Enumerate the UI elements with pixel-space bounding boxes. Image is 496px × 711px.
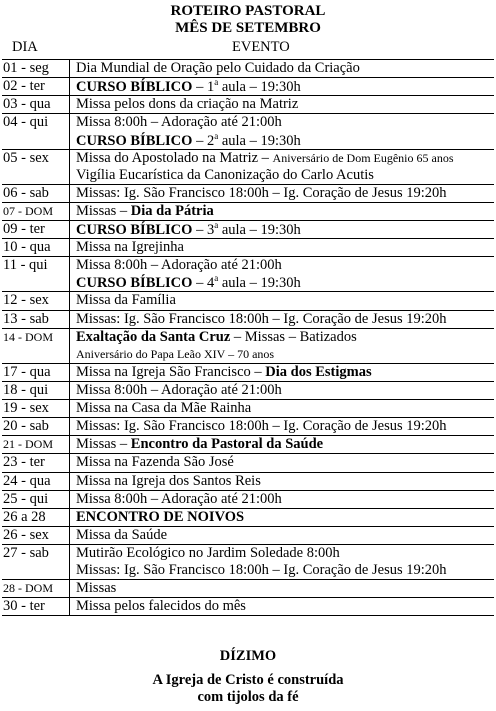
table-row [2, 78, 494, 96]
event-cell [70, 257, 282, 274]
event-text: Missa na Igrejinha [76, 239, 184, 256]
page-title: ROTEIRO PASTORAL [170, 3, 326, 19]
row-line [2, 292, 494, 309]
event-text: Missa na Igreja dos Santos Reis [76, 472, 261, 489]
event-cell [70, 292, 176, 309]
day-cell: 25 - qui [3, 490, 49, 507]
row-line [2, 562, 494, 579]
event-text: ENCONTRO DE NOIVOS [76, 508, 245, 525]
table-row [2, 473, 494, 491]
table-row [2, 491, 494, 509]
event-text: Encontro da Pastoral da Saúde [130, 436, 324, 453]
row-line [2, 185, 494, 202]
event-cell [70, 77, 301, 96]
event-text: aula – 19:30h [218, 132, 301, 149]
event-text: – 1 [192, 79, 215, 96]
event-text: Missas [76, 580, 117, 597]
event-cell [70, 364, 372, 381]
event-text: Missas: Ig. São Francisco 18:00h – Ig. Coração de Jesus 19:20h [76, 562, 447, 579]
day-cell: 28 - DOM [3, 581, 53, 596]
table-row [2, 364, 494, 382]
event-text: Missa 8:00h – Adoração até 21:00h [76, 490, 282, 507]
table-row [2, 292, 494, 310]
row-line [2, 239, 494, 256]
event-text: Missa na Casa da Mãe Rainha [76, 400, 252, 417]
table-row [2, 257, 494, 292]
event-text: Missa 8:00h – Adoração até 21:00h [76, 257, 282, 274]
event-cell [70, 400, 251, 417]
table-row [2, 221, 494, 239]
event-text: Missa na Igreja São Francisco – [76, 363, 266, 380]
event-text: CURSO BÍBLICO [76, 275, 193, 292]
event-text: CURSO BÍBLICO [76, 221, 193, 238]
day-cell: 01 - seg [3, 60, 49, 77]
event-text: a [214, 273, 219, 284]
page-subtitle: MÊS DE SETEMBRO [175, 20, 321, 36]
row-line [2, 400, 494, 417]
day-cell: 27 - sab [3, 545, 49, 561]
table-row [2, 239, 494, 257]
event-text: Dia dos Estigmas [265, 363, 372, 380]
row-line [2, 150, 494, 167]
event-text: aula – 19:30h [218, 79, 301, 96]
event-text: Aniversário de Dom Eugênio 65 anos [272, 150, 454, 165]
event-text: Exaltação da Santa Cruz [76, 328, 231, 345]
day-cell: 06 - sab [3, 184, 49, 201]
event-text: Missa do Apostolado na Matriz – [76, 149, 273, 166]
event-text: Missas: Ig. São Francisco 18:00h – Ig. Coração de Jesus 19:20h [76, 418, 447, 435]
event-text: – Missas – Batizados [230, 328, 357, 345]
event-cell [70, 509, 244, 526]
column-header-day: DIA [12, 39, 38, 55]
day-cell: 05 - sex [3, 149, 49, 166]
event-cell [70, 382, 282, 399]
event-text: – 4 [192, 275, 215, 292]
day-cell: 04 - qui [3, 114, 49, 131]
event-text: Missa da Família [76, 292, 176, 309]
event-cell [70, 527, 167, 544]
row-line [2, 527, 494, 544]
event-text: a [214, 130, 219, 141]
event-text: Missa da Saúde [76, 526, 168, 543]
table-row [2, 311, 494, 329]
row-line [2, 580, 494, 597]
day-cell: 21 - DOM [3, 437, 53, 452]
event-cell [70, 598, 246, 615]
row-line [2, 346, 494, 363]
day-cell: 11 - qui [3, 257, 48, 274]
row-line [2, 382, 494, 399]
event-text: Missas – [76, 436, 131, 453]
table-row [2, 436, 494, 454]
schedule-table [2, 59, 494, 616]
row-line [2, 454, 494, 471]
event-cell [70, 96, 298, 113]
day-cell: 07 - DOM [3, 203, 53, 218]
row-line [2, 473, 494, 490]
row-line [2, 274, 494, 291]
event-text: – 3 [192, 221, 215, 238]
event-cell [70, 131, 301, 150]
tithe-heading: DÍZIMO [219, 648, 277, 664]
event-text: Missa pelos dons da criação na Matriz [76, 96, 299, 113]
event-text: Dia Mundial de Oração pelo Cuidado da Criação [76, 60, 360, 77]
table-row [2, 60, 494, 78]
table-row [2, 185, 494, 203]
row-line [2, 436, 494, 453]
day-cell: 26 - sex [3, 526, 49, 543]
day-cell: 03 - qua [3, 96, 51, 113]
row-line [2, 221, 494, 238]
day-cell: 13 - sab [3, 310, 49, 327]
day-cell: 18 - qui [3, 382, 49, 399]
event-text: Aniversário do Papa Leão XIV – 70 anos [76, 346, 275, 361]
event-cell [70, 167, 374, 184]
table-row [2, 509, 494, 527]
event-cell [70, 203, 214, 220]
day-cell: 24 - qua [3, 472, 51, 489]
event-text: CURSO BÍBLICO [76, 79, 193, 96]
row-line [2, 257, 494, 274]
event-text: CURSO BÍBLICO [76, 132, 193, 149]
row-line [2, 364, 494, 381]
row-line [2, 78, 494, 95]
table-row [2, 454, 494, 472]
event-text: Missas: Ig. São Francisco 18:00h – Ig. Coração de Jesus 19:20h [76, 310, 447, 327]
table-row [2, 329, 494, 364]
row-line [2, 114, 494, 131]
row-line [2, 598, 494, 615]
event-text: a [214, 77, 219, 88]
table-row [2, 96, 494, 114]
event-cell [70, 114, 282, 131]
event-cell [70, 239, 184, 256]
row-line [2, 491, 494, 508]
day-cell: 14 - DOM [3, 329, 53, 344]
row-line [2, 509, 494, 526]
event-cell [70, 562, 447, 579]
event-text: Missas – [76, 202, 131, 219]
table-row [2, 400, 494, 418]
row-line [2, 60, 494, 77]
day-cell: 10 - qua [3, 239, 51, 256]
event-cell [70, 491, 282, 508]
table-row [2, 418, 494, 436]
row-line [2, 203, 494, 220]
event-text: Missas: Ig. São Francisco 18:00h – Ig. Coração de Jesus 19:20h [76, 184, 447, 201]
event-text: Vigília Eucarística da Canonização do Carlo Acutis [76, 166, 374, 183]
table-row [2, 150, 494, 185]
table-row [2, 203, 494, 221]
event-cell [70, 436, 323, 453]
day-cell: 30 - ter [3, 598, 45, 615]
day-cell: 09 - ter [3, 221, 45, 238]
event-text: Dia da Pátria [130, 202, 214, 219]
event-cell [70, 185, 447, 202]
day-cell: 17 - qua [3, 363, 51, 380]
event-cell [70, 346, 274, 363]
table-row [2, 545, 494, 580]
event-cell [70, 418, 447, 435]
event-cell [70, 220, 301, 239]
row-line [2, 418, 494, 435]
day-cell: 02 - ter [3, 78, 45, 95]
table-row [2, 527, 494, 545]
event-text: Mutirão Ecológico no Jardim Soledade 8:00h [76, 545, 340, 561]
event-cell [70, 473, 261, 490]
event-text: Missa 8:00h – Adoração até 21:00h [76, 114, 282, 131]
tithe-quote-line-1: A Igreja de Cristo é construída [152, 672, 344, 688]
event-text: Missa na Fazenda São José [76, 454, 234, 471]
day-cell: 20 - sab [3, 418, 49, 435]
row-line [2, 96, 494, 113]
row-line [2, 329, 494, 346]
table-row [2, 382, 494, 400]
event-cell [70, 60, 360, 77]
event-text: Missa 8:00h – Adoração até 21:00h [76, 382, 282, 399]
table-row [2, 114, 494, 149]
event-cell [70, 329, 357, 346]
event-cell [70, 580, 116, 597]
event-text: a [214, 220, 219, 231]
event-cell [70, 545, 340, 562]
event-cell [70, 150, 454, 167]
column-header-event: EVENTO [232, 39, 290, 55]
row-line [2, 167, 494, 184]
day-cell: 19 - sex [3, 400, 49, 417]
table-row [2, 598, 494, 615]
row-line [2, 545, 494, 562]
event-cell [70, 311, 447, 328]
event-text: Missa pelos falecidos do mês [76, 598, 246, 615]
event-cell [70, 454, 234, 471]
day-cell: 26 a 28 [3, 508, 46, 525]
tithe-quote-line-2: com tijolos da fé [197, 689, 299, 705]
row-line [2, 311, 494, 328]
day-cell: 12 - sex [3, 292, 49, 309]
event-text: aula – 19:30h [218, 221, 301, 238]
event-text: – 2 [192, 132, 215, 149]
row-line [2, 131, 494, 148]
event-cell [70, 273, 301, 292]
day-cell: 23 - ter [3, 454, 45, 471]
table-row [2, 580, 494, 598]
event-text: aula – 19:30h [218, 275, 301, 292]
